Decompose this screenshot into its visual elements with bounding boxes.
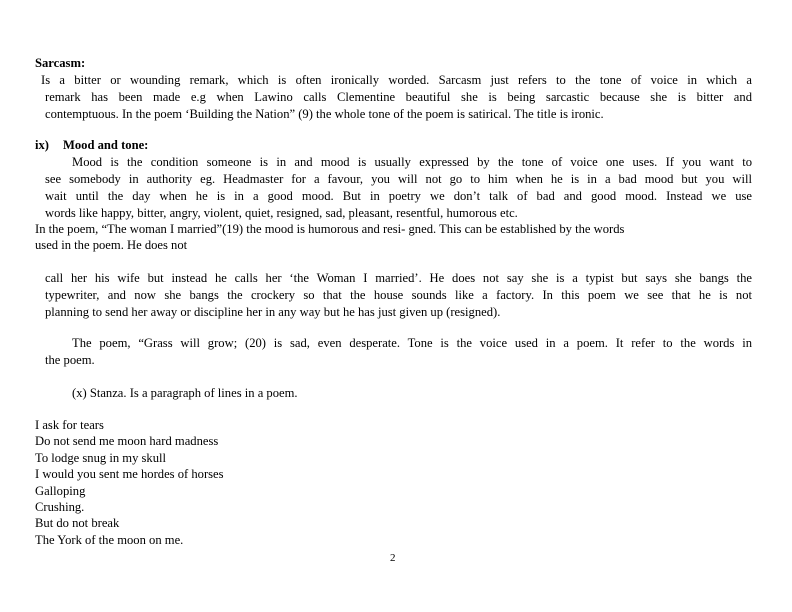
poem-line-7: But do not break	[35, 516, 120, 530]
mood-para3-line-2: typewriter, and now she bangs the crockery so that the house sounds like a factory. In this poem we see that he is not	[45, 288, 752, 302]
sarcasm-line-1: Is a bitter or wounding remark, which is often ironically worded. Sarcasm just refers to the tone of voice in which a	[41, 73, 752, 87]
poem-line-4: I would you sent me hordes of horses	[35, 467, 224, 481]
mood-para1-line-4: words like happy, bitter, angry, violent, quiet, resigned, sad, pleasant, resentful, humorous etc.	[45, 206, 518, 220]
sarcasm-line-2: remark has been made e.g when Lawino calls Clementine beautiful she is being sarcastic because she is bitter and	[45, 90, 752, 104]
poem-line-8: The York of the moon on me.	[35, 533, 184, 547]
sarcasm-line-3: contemptuous. In the poem ‘Building the Nation” (9) the whole tone of the poem is satirical. The title is ironic.	[45, 107, 604, 121]
mood-para3-line-1: call her his wife but instead he calls her ‘the Woman I married’. He does not say she is a typist but says she bangs the	[45, 271, 752, 285]
mood-para4-line-1: The poem, “Grass will grow; (20) is sad, even desperate. Tone is the voice used in a poem. It refer to the words in	[72, 336, 752, 350]
poem-line-1: I ask for tears	[35, 418, 104, 432]
mood-para1-line-2: see somebody in authority eg. Headmaster for a favour, you will not go to him when he is in a bad mood but you will	[45, 172, 752, 186]
mood-para3-line-3: planning to send her away or discipline her in any way but he has just given up (resigned).	[45, 305, 501, 319]
poem-line-2: Do not send me moon hard madness	[35, 434, 219, 448]
mood-para2-line-2: used in the poem. He does not	[35, 238, 188, 252]
poem-line-5: Galloping	[35, 484, 86, 498]
mood-para1-line-1: Mood is the condition someone is in and mood is usually expressed by the tone of voice one uses. If you want to	[72, 155, 752, 169]
mood-para2-line-1: In the poem, “The woman I married”(19) the mood is humorous and resi- gned. This can be established by the words	[35, 222, 625, 236]
mood-heading-text: Mood and tone:	[63, 138, 149, 152]
sarcasm-heading: Sarcasm:	[35, 56, 86, 70]
poem-line-6: Crushing.	[35, 500, 85, 514]
mood-para4-line-2: the poem.	[45, 353, 95, 367]
mood-heading-number: ix)	[35, 138, 49, 152]
page-number: 2	[390, 552, 396, 564]
poem-line-3: To lodge snug in my skull	[35, 451, 167, 465]
stanza-definition: (x) Stanza. Is a paragraph of lines in a poem.	[72, 386, 298, 400]
mood-para1-line-3: wait until the day when he is in a good mood. But in poetry we don’t talk of bad and good mood. Instead we use	[45, 189, 752, 203]
